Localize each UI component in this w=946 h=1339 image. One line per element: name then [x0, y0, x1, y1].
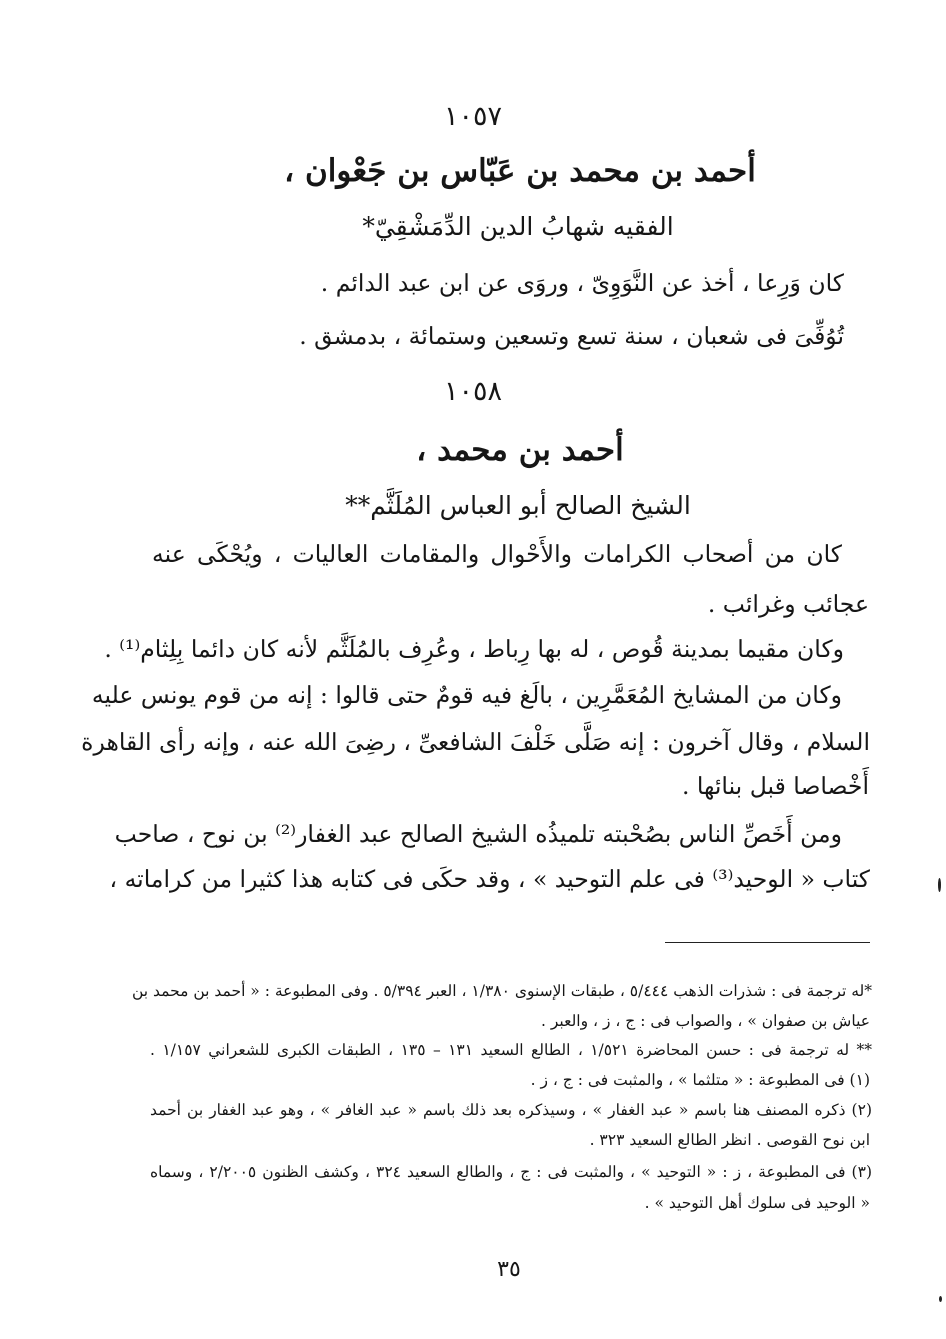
- page-number: ٣٥: [497, 1257, 521, 1282]
- scan-speck: [938, 878, 941, 892]
- body-line: ومن أَخَصِّ الناس بصُحْبته تلميذُه الشيخ الصالح عبد الغفار⁽²⁾ بن نوح ، صاحب: [114, 820, 842, 848]
- footnote-line: ابن نوح القوصى . انظر الطالع السعيد ٣٢٣ .: [589, 1131, 870, 1149]
- entry-title: الشيخ الصالح أبو العباس المُلَثَّم**: [345, 491, 691, 520]
- footnote-line: (١) فى المطبوعة : « متلثما » ، والمثبت فى : ج ، ز .: [530, 1071, 870, 1089]
- footnote-divider: [665, 942, 870, 943]
- body-line: كان وَرِعا ، أخذ عن النَّوَوِىّ ، وروَى عن ابن عبد الدائم .: [320, 269, 844, 297]
- body-line: تُوُفِّىَ فى شعبان ، سنة تسع وتسعين وستمائة ، بدمشق .: [299, 322, 844, 350]
- entry-name: أحمد بن محمد بن عَبّاس بن جَعْوان ،: [284, 153, 756, 189]
- footnote-line: عياش بن صفوان » ، والصواب فى : ج ، ز ، والعبر .: [541, 1012, 870, 1030]
- footnote-line: ** له ترجمة فى : حسن المحاضرة ١/٥٢١ ، الطالع السعيد ١٣١ – ١٣٥ ، الطبقات الكبرى للشعراني ١/١٥٧ .: [150, 1041, 873, 1059]
- entry-title: الفقيه شهابُ الدين الدِّمَشْقِيّ*: [362, 212, 674, 241]
- footnote-line: *له ترجمة فى : شذرات الذهب ٥/٤٤٤ ، طبقات الإسنوى ١/٣٨٠ ، العبر ٥/٣٩٤ . وفى المطبوعة : « أحمد بن محمد بن: [131, 982, 872, 1000]
- body-line: وكان مقيما بمدينة قُوص ، له بها رِباط ، وعُرِف بالمُلَثَّم لأنه كان دائما بِلِثام⁽¹⁾ .: [104, 635, 844, 663]
- entry-number: ١٠٥٧: [443, 101, 502, 132]
- body-line: وكان من المشايخ المُعَمَّرِين ، بالَغ فيه قومٌ حتى قالوا : إنه من قوم يونس عليه: [91, 681, 842, 709]
- footnote-line: (٢) ذكره المصنف هنا باسم « عبد الغفار » ، وسيذكره بعد ذلك باسم « عبد الغافر » ، وهو عبد الغفار بن أحمد: [150, 1101, 872, 1119]
- body-line: كان من أصحاب الكرامات والأَحْوال والمقامات العاليات ، ويُحْكَى عنه: [152, 540, 842, 568]
- body-line: عجائب وغرائب .: [707, 590, 869, 618]
- entry-name: أحمد بن محمد ،: [416, 432, 624, 468]
- entry-number: ١٠٥٨: [443, 376, 502, 407]
- body-line: أَخْصاصا قبل بنائها .: [681, 772, 869, 800]
- footnote-line: « الوحيد فى سلوك أهل التوحيد » .: [644, 1194, 870, 1212]
- body-line: كتاب « الوحيد⁽³⁾ فى علم التوحيد » ، وقد حكَى فى كتابه هذا كثيرا من كراماته ،: [109, 865, 870, 893]
- footnote-line: (٣) فى المطبوعة ، ز : « التوحيد » ، والمثبت فى : ج ، والطالع السعيد ٣٢٤ ، وكشف الظنون ٢/٢٠٠٥ ، وسماه: [150, 1163, 872, 1181]
- scan-speck: [939, 1296, 942, 1302]
- body-line: السلام ، وقال آخرون : إنه صَلَّى خَلْفَ الشافعىِّ ، رضِىَ الله عنه ، وإنه رأى القاهرة: [81, 728, 870, 756]
